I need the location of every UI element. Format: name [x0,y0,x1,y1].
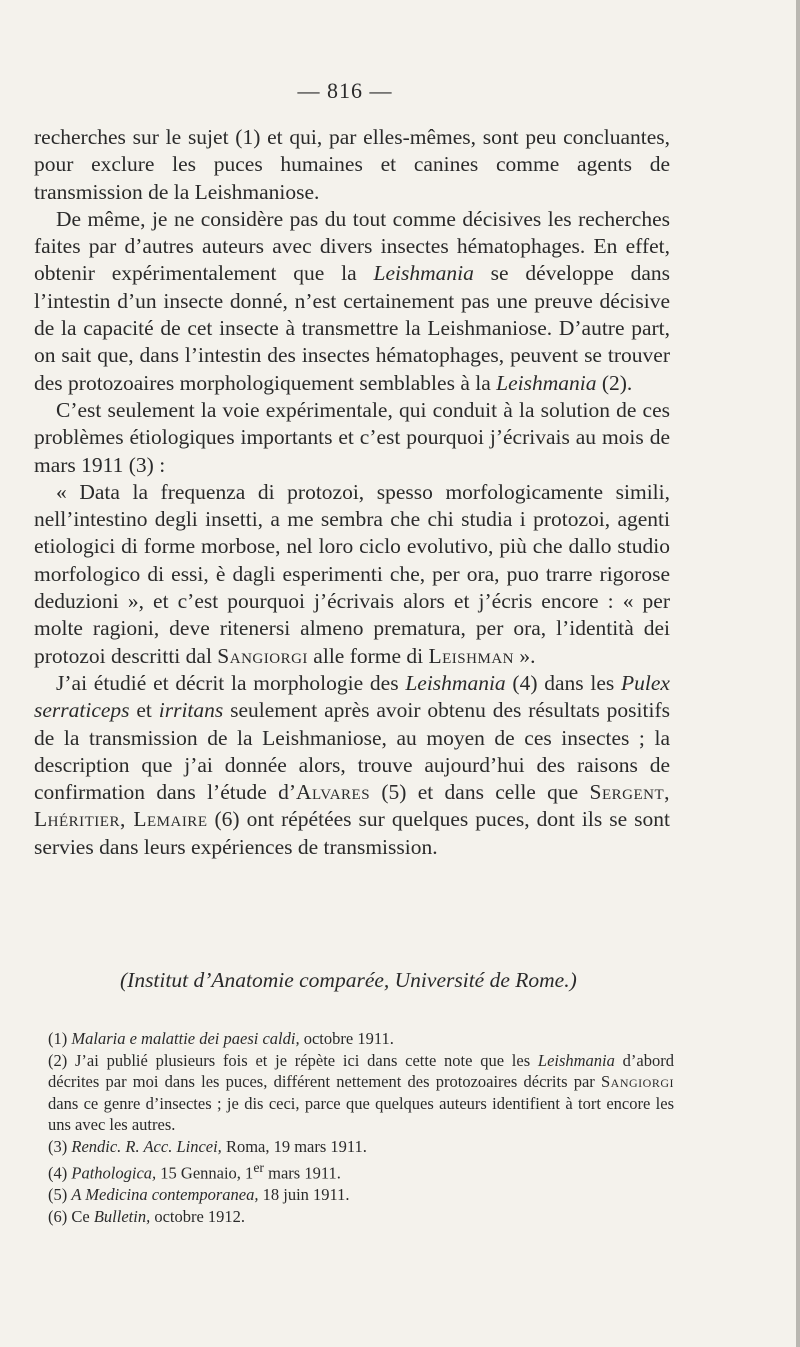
author-name: Leishman [428,643,514,668]
author-name: Alvares [295,780,371,805]
paragraph-5 [34,670,670,861]
text-span: Roma, 19 mars 1911. [221,1136,367,1156]
italic-term: Leishmania [496,370,597,395]
page-edge [796,0,800,1347]
text-span: d’abord décrites par moi dans les puces, différent nettement des protozoaires décrits par [48,1050,674,1091]
text-span: (4) dans les [505,670,622,695]
author-name: Sergent, Lhéritier, Lemaire [34,780,670,832]
paragraph-2 [34,206,670,397]
author-name: Sangiorgi [600,1072,674,1091]
text-span: 15 Gennaio, 1 [156,1163,254,1183]
body-text [34,124,670,861]
italic-term: Pulex serraticeps [34,670,670,723]
affiliation: (Institut d’Anatomie comparée, Université de Rome.) [120,968,577,992]
text-span: se développe dans l’intestin d’un insecte donné, n’est certainement pas une preuve décisive de la capacité de cet insecte à transmettre la Leishmaniose. D’autre part, on sait que, dans l’intestin des insectes hématophages, peuvent se trouver des protozoaires morphologiquement semblables à la [34,261,671,395]
text-span: (3) [48,1136,72,1156]
footnote-4 [48,1157,674,1184]
italic-term: A Medicina contemporanea, [71,1185,259,1204]
text-span: alle forme di [307,643,429,668]
footnote-2 [48,1050,674,1136]
text-span: (5) et dans celle que [370,780,590,805]
text-span: 18 juin 1911. [258,1185,350,1204]
text-span: et [129,698,159,723]
footnote-3 [48,1136,674,1158]
superscript: er [253,1160,264,1175]
italic-term: Leishmania [373,261,474,286]
italic-term: Bulletin, [93,1206,151,1226]
page-number: — 816 — [297,78,393,103]
italic-term: Rendic. R. Acc. Lincei, [71,1136,222,1156]
text-span: « Data la frequenza di protozoi, spesso morfologicamente simili, nell’intestino degli insetti, a me sembra che chi studia i protozoi, agenti etiologici di forme morbose, nel loro ciclo evolutivo, più che dallo studio morfologico di essi, è dagli esperimenti che, per ora, puo trarre rigorose deduzioni », et c’est pourquoi j’écrivais alors et j’écris encore : « per molte ragioni, deve ritenersi almeno prematura, per ora, l’identità dei protozoi descritti dal [34,479,670,668]
italic-term: Malaria e malattie dei paesi caldi, [71,1029,300,1048]
text-span: ». [513,643,536,668]
paragraph-1: recherches sur le sujet (1) et qui, par elles-mêmes, sont peu concluantes, pour exclure les puces humaines et canines comme agents de transmission de la Leishmaniose. [34,125,670,204]
text-span: octobre 1912. [150,1206,246,1226]
text-span: De même, je ne considère pas du tout comme décisives les recherches faites par d’autres auteurs avec divers insectes hématophages. En effet, obtenir expérimentalement que la [34,206,670,286]
footnotes [48,1028,674,1227]
text-span: octobre 1911. [299,1029,394,1048]
text-span: (1) [48,1029,72,1048]
italic-term: Leishmania [405,670,506,695]
text-span: J’ai étudié et décrit la morphologie des [56,670,406,695]
paragraph-3: C’est seulement la voie expérimentale, qui conduit à la solution de ces problèmes étiologiques importants et c’est pourquoi j’écrivais au mois de mars 1911 (3) : [34,397,670,477]
text-span: (2). [596,370,633,395]
text-span: (6) ont répétées sur quelques puces, dont ils se sont servies dans leurs expériences de transmission. [34,807,670,859]
text-span: (5) [48,1185,72,1204]
footnote-6 [48,1206,674,1228]
italic-term: Leishmania [537,1050,615,1070]
italic-term: Pathologica, [71,1163,157,1183]
text-span: (6) Ce [48,1206,94,1226]
footnote-1 [48,1028,674,1050]
text-span: mars 1911. [264,1163,341,1183]
text-span: (2) J’ai publié plusieurs fois et je répète ici dans cette note que les [48,1050,538,1070]
italic-term: irritans [158,698,224,723]
footnote-5 [48,1184,674,1206]
author-name: Sangiorgi [217,643,308,668]
text-span: dans ce genre d’insectes ; je dis ceci, parce que quelques auteurs identifient à tort encore les uns avec les autres. [48,1093,674,1134]
text-span: seulement après avoir obtenu des résultats positifs de la transmission de la Leishmaniose, au moyen de ces insectes ; la description que j’ai donnée alors, trouve aujourd’hui des raisons de confirmation dans l’étude d’ [34,698,670,805]
paragraph-4 [34,479,670,670]
text-span: (4) [48,1163,72,1183]
